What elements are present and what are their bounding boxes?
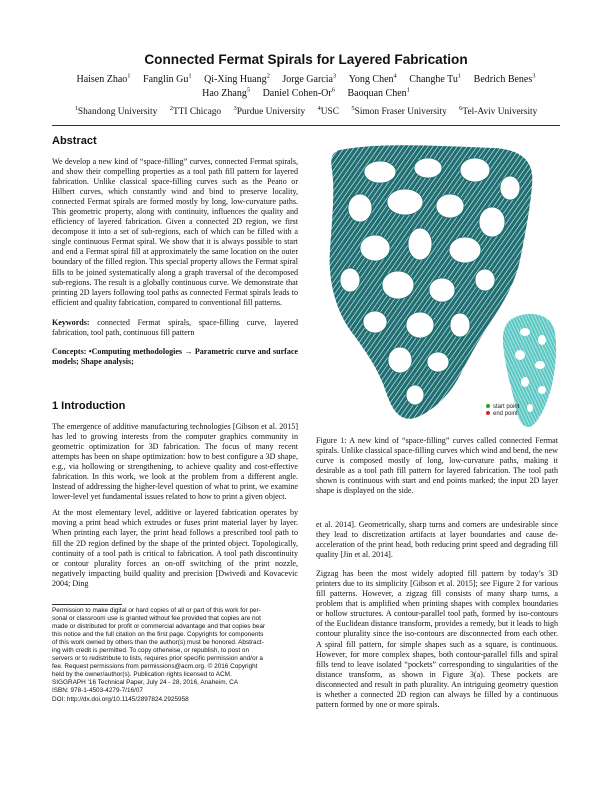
concepts	[52, 347, 298, 367]
abstract-section	[52, 135, 298, 367]
author-name: Changhe Tu$^1$	[409, 72, 462, 85]
author-name: Hao Zhang$^5$	[202, 86, 251, 99]
affiliation-list	[40, 104, 572, 117]
affiliation: $^2$TTI Chicago	[169, 104, 222, 117]
figure-1	[320, 140, 560, 430]
keywords-label: Keywords:	[52, 317, 90, 327]
author-name: Daniel Cohen-Or$^6$	[262, 86, 335, 99]
intro-paragraph-2: At the most elementary level, additive or layered fabrication operates by moving a print head which extrudes or fuses print material layer by layer. When printing each layer, the print head follows a prescribed tool path to fill the 2D region defined by the shape of the printed object. Topologically, continuity of a tool path is critical to fabrication. A tool path discontinuity or contour plurality forces an on-off switching of the print nozzle, negatively impacting build quality and precision [Dwivedi and Kovacevic 2004; Ding	[52, 508, 298, 588]
affiliation: $^4$USC	[317, 104, 340, 117]
author-name: Qi-Xing Huang$^2$	[204, 72, 270, 85]
footnote-line: ing with credit is permitted. To copy otherwise, or republish, to post on	[52, 647, 250, 655]
intro-heading: 1 Introduction	[52, 400, 126, 412]
author-list	[60, 73, 552, 100]
intro-section	[52, 400, 298, 589]
legend-start: start point	[486, 404, 519, 411]
legend-end: end point	[486, 411, 519, 418]
footnote-line: of this work owned by others than the author(s) must be honored. Abstract-	[52, 639, 264, 647]
affiliation: $^3$Purdue University	[233, 104, 306, 117]
figure-legend	[486, 404, 519, 418]
paper-title: Connected Fermat Spirals for Layered Fabrication	[144, 52, 468, 67]
intro-paragraph-1: The emergence of additive manufacturing technologies [Gibson et al. 2015] has led to growing interests from the computer graphics community in geometric optimization for 3D fabrication. The focus of many recent attempts has been on shape optimization: how to best configure a 3D shape, e.g., via hollowing or strengthening, to achieve quality and cost-effective fabrication. In this work, we look at the problem from a different angle. Instead of addressing the higher-level question of what to print, we examine lower-level yet fundamental issues related to how to print a given object.	[52, 422, 298, 502]
footnote-line: fee. Request permissions from permissions@acm.org. © 2016 Copyright	[52, 663, 258, 671]
fermat-spiral-figure	[320, 140, 560, 430]
author-name: Fanglin Gu$^1$	[143, 72, 192, 85]
keywords	[52, 318, 298, 338]
footnote-line: ISBN: 978-1-4503-4279-7/16/07	[52, 687, 143, 695]
footnote-rule	[52, 604, 122, 605]
figure-1-caption: Figure 1: A new kind of “space-filling” curves called connected Fermat spirals. Unlike classical space-filling curves which wind and bend, the new curve is composed mostly of long, low-curvature paths, making it desirable as a tool path fill pattern for layered fabrication. The tool path shown is continuous with start and end points marked; the input 2D layer shape is displayed on the side.	[316, 436, 558, 496]
author-name: Haisen Zhao$^1$	[76, 72, 131, 85]
permission-footnote	[52, 607, 298, 704]
footnote-line: DOI: http://dx.doi.org/10.1145/2897824.2925958	[52, 695, 189, 703]
header-rule	[52, 125, 560, 126]
affiliation: $^1$Shandong University	[74, 104, 158, 117]
intro-paragraph-3: Zigzag has been the most widely adopted fill pattern by today’s 3D printers due to its simplicity [Gibson et al. 2015]; see Figure 2 for various fill patterns. However, a zigzag fill consists of many sharp turns, a problem that is amplified when printing shapes with complex boundaries or hollow structures. A contour-parallel tool path, formed by iso-contours of the Euclidean distance transform, provides a remedy, but it leads to high contour plurality since the iso-contours are disconnected from each other. A spiral fill pattern, for simple shapes such as a square, is continuous. However, for more complex shapes, both contour-parallel fills and spiral fills tend to leave isolated “pockets” corresponding to singularities of the distance transform, as shown in Figure 3(a). These pockets are disconnected and result in path plurality. An intriguing geometry question is whether a connected 2D region can always be filled by a continuous pattern formed by one or more spirals.	[316, 569, 558, 709]
concepts-label: Concepts:	[52, 346, 87, 356]
abstract-heading: Abstract	[52, 135, 97, 147]
intro-right-column	[316, 520, 558, 710]
abstract-text: We develop a new kind of “space-filling” curves, connected Fermat spirals, and show their compelling properties as a tool path fill pattern for layered fabrication. Unlike classical space-filling curves such as the Peano or Hilbert curves, which constantly wind and bind to preserve locality, connected Fermat spirals are formed mostly by long, low-curvature paths. This geometric property, along with continuity, influences the quality and efficiency of layered fabrication. Given a connected 2D region, we first decompose it into a set of sub-regions, each of which can be filled with a single continuous Fermat spiral. We show that it is always possible to start and end a Fermat spiral fill at approximately the same location on the outer boundary of the filled region. This special property allows the Fermat spiral fills to be joined systematically along a graph traversal of the decomposed sub-regions. The result is a globally continuous curve. We demonstrate that printing 2D layers following tool paths as connected Fermat spirals leads to efficient and quality fabrication, compared to conventional fill patterns.	[52, 157, 298, 307]
footnote-line: sonal or classroom use is granted without fee provided that copies are not	[52, 615, 261, 623]
intro-paragraph-2-cont: et al. 2014]. Geometrically, sharp turns and corners are undesirable since they lead to discretization artifacts at layer boundaries and cause de-acceleration of the print head, both reducing print speed and degrading fill quality [Jin et al. 2014].	[316, 520, 558, 560]
concepts-text: •Computing methodologies → Parametric curve and surface models; Shape analysis;	[52, 346, 299, 366]
author-name: Jorge Garcia$^3$	[282, 72, 337, 85]
footnote-line: made or distributed for profit or commercial advantage and that copies bear	[52, 623, 266, 631]
footnote-line: held by the owner/author(s). Publication rights licensed to ACM.	[52, 671, 232, 679]
footnote-line: servers or to redistribute to lists, requires prior specific permission and/or a	[52, 655, 263, 663]
keywords-text: connected Fermat spirals, space-filling curve, layered fabrication, tool path, continuous fill pattern	[52, 317, 299, 337]
footnote-line: SIGGRAPH ’16 Technical Paper, July 24 - 28, 2016, Anaheim, CA	[52, 679, 239, 687]
affiliation: $^5$Simon Fraser University	[351, 104, 447, 117]
author-name: Bedrich Benes$^3$	[473, 72, 536, 85]
footnote-line: Permission to make digital or hard copies of all or part of this work for per-	[52, 607, 261, 614]
author-name: Baoquan Chen$^1$	[347, 86, 410, 99]
end-point-icon	[486, 411, 490, 415]
footnote-line: this notice and the full citation on the first page. Copyrights for components	[52, 631, 264, 639]
start-point-icon	[486, 404, 490, 408]
author-name: Yong Chen$^4$	[348, 72, 397, 85]
affiliation: $^6$Tel-Aviv University	[459, 104, 538, 117]
